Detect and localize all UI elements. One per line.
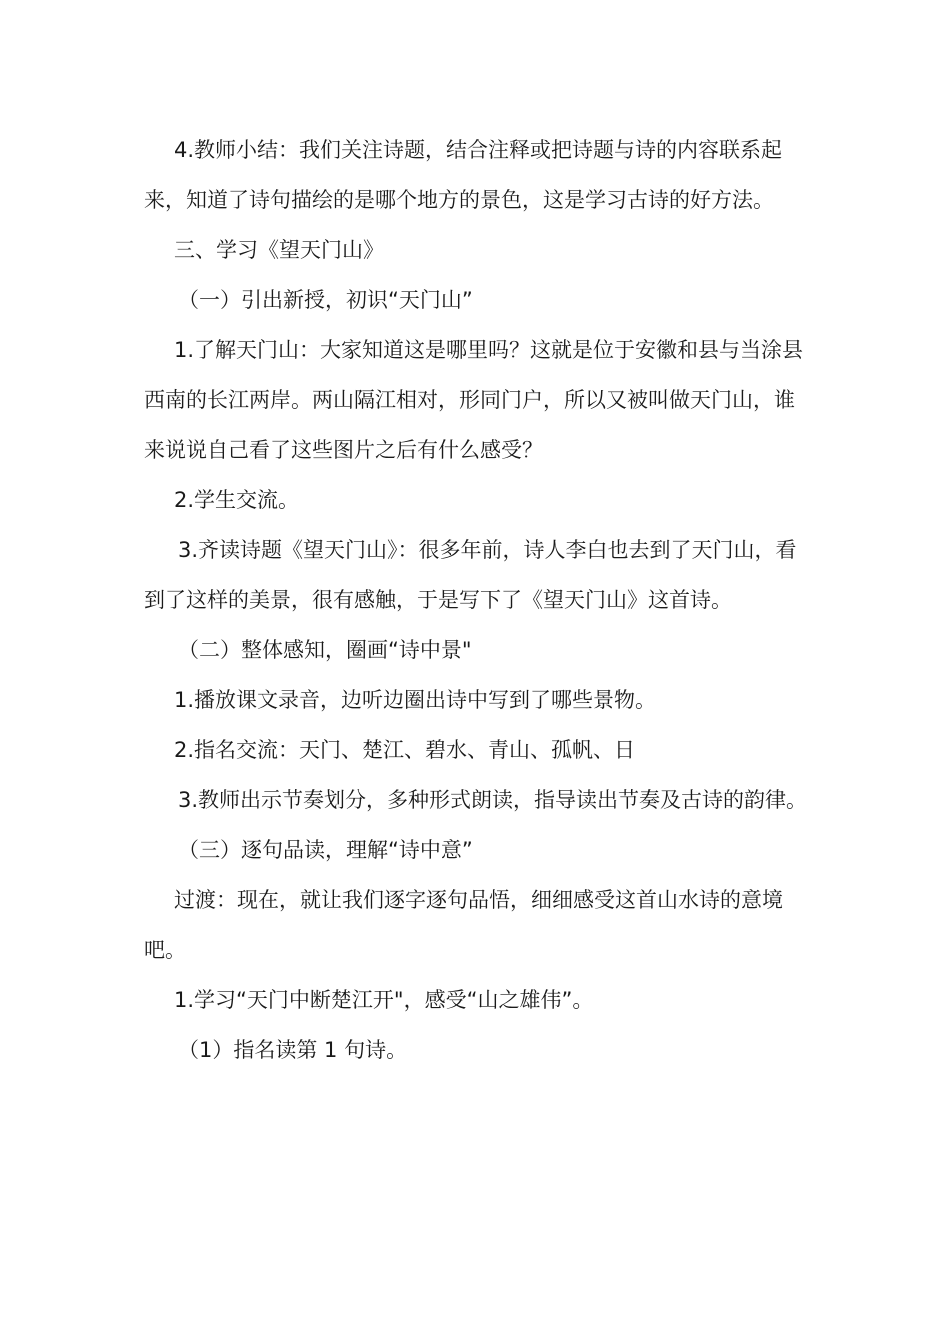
paragraph-read-line-1: （1）指名读第 1 句诗。	[178, 1038, 408, 1062]
subsection-heading-3: （三）逐句品读，理解“诗中意”	[178, 838, 473, 862]
subsection-heading-2: （二）整体感知，圈画“诗中景"	[178, 638, 472, 662]
paragraph-transition: 过渡：现在，就让我们逐字逐句品悟，细细感受这首山水诗的意境吧。	[144, 888, 783, 962]
paragraph-play-recording: 1.播放课文录音，边听边圈出诗中写到了哪些景物。	[174, 688, 657, 712]
paragraph-learn-line-1: 1.学习“天门中断楚江开"，感受“山之雄伟”。	[174, 988, 594, 1012]
subsection-heading-1: （一）引出新授，初识“天门山”	[178, 288, 473, 312]
paragraph-rhythm: 3.教师出示节奏划分，多种形式朗读，指导读出节奏及古诗的韵律。	[178, 788, 808, 812]
paragraph-read-title: 3.齐读诗题《望天门山》：很多年前，诗人李白也去到了天门山，看到了这样的美景，很有感触，于是写下了《望天门山》这首诗。	[144, 538, 797, 612]
document-body	[144, 125, 814, 1075]
paragraph-student-exchange: 2.学生交流。	[174, 488, 300, 512]
paragraph-teacher-summary: 4.教师小结：我们关注诗题，结合注释或把诗题与诗的内容联系起来，知道了诗句描绘的是哪个地方的景色，这是学习古诗的好方法。	[144, 138, 783, 212]
section-heading-3: 三、学习《望天门山》	[174, 238, 384, 262]
paragraph-understand-tianmenshan: 1.了解天门山：大家知道这是哪里吗？这就是位于安徽和县与当涂县西南的长江两岸。两山隔江相对，形同门户，所以又被叫做天门山，谁来说说自己看了这些图片之后有什么感受？	[144, 338, 804, 462]
paragraph-name-exchange: 2.指名交流：天门、楚江、碧水、青山、孤帆、日	[174, 738, 636, 762]
